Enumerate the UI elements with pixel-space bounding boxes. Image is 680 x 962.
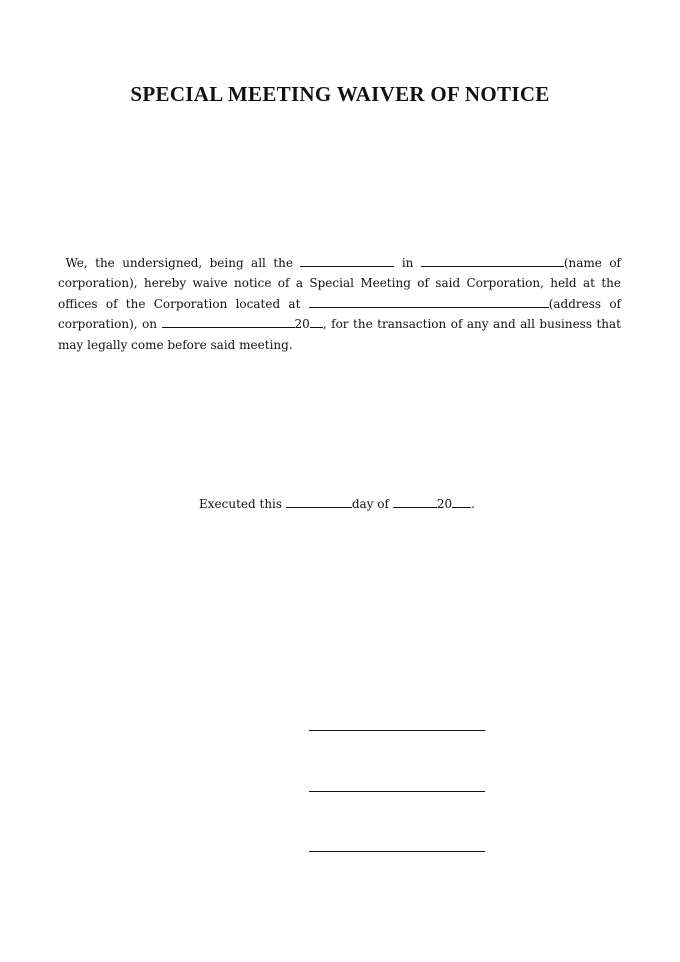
document-title: SPECIAL MEETING WAIVER OF NOTICE (130, 82, 550, 106)
executed-day-blank (286, 496, 352, 508)
executed-line (199, 494, 475, 514)
corporation-name-blank (421, 255, 564, 267)
executed-suffix: . (471, 497, 475, 511)
body-text-name-of-corporation: (name of corporation), hereby waive notice of a Special Meeting of said Corporation, held at the offices of the Corporation located at (58, 256, 621, 311)
body-text-transaction: , for the transaction of any and all business that may legally come before said meeting. (58, 317, 622, 352)
signature-line-1 (309, 730, 485, 731)
waiver-body-paragraph (58, 253, 621, 355)
meeting-date-blank (162, 316, 295, 328)
executed-year-blank (452, 496, 471, 508)
signature-line-2 (309, 791, 485, 792)
body-text-year-prefix: 20 (294, 317, 310, 332)
body-text-in: in (401, 256, 414, 270)
body-text-undersigned: We, the undersigned, being all the (65, 256, 293, 270)
meeting-year-blank (310, 316, 323, 328)
corporation-address-blank (309, 296, 549, 308)
executed-day-of: day of (351, 497, 389, 511)
executed-prefix: Executed this (199, 497, 283, 511)
executed-year-prefix: 20 (436, 497, 453, 511)
position-title-blank (300, 255, 394, 267)
executed-month-blank (393, 496, 437, 508)
signature-line-3 (309, 851, 485, 852)
body-text-address-on: (address of corporation), on (58, 296, 621, 332)
